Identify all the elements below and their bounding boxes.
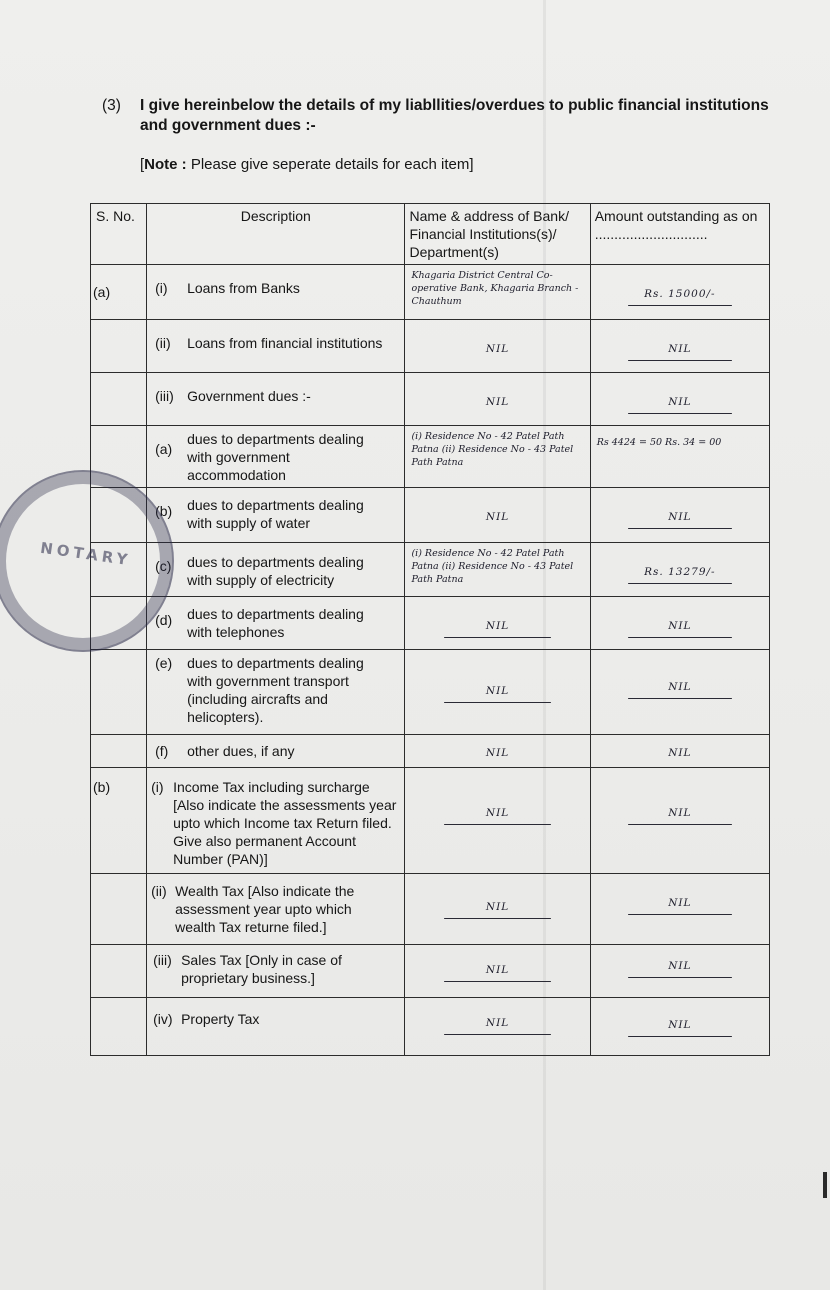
header-sno: S. No. bbox=[91, 204, 147, 265]
row-text: Property Tax bbox=[181, 1011, 260, 1027]
note-bracket: [ bbox=[140, 156, 145, 173]
table-row bbox=[91, 597, 770, 650]
section-title: I give hereinbelow the details of my liabllities/overdues to public financial institutions and government dues :- bbox=[140, 97, 769, 134]
header-description: Description bbox=[147, 204, 405, 265]
row-bank bbox=[405, 597, 590, 650]
row-bank bbox=[405, 426, 590, 488]
row-bank bbox=[405, 488, 590, 543]
row-text: dues to departments dealing with government accommodation bbox=[187, 431, 364, 483]
row-text: dues to departments dealing with government transport (including aircrafts and helicopters). bbox=[187, 655, 364, 725]
row-label: (f) bbox=[155, 743, 169, 759]
row-description bbox=[147, 945, 405, 998]
underline bbox=[628, 914, 731, 915]
row-description bbox=[147, 768, 405, 874]
row-bank-text: NIL bbox=[485, 396, 510, 408]
row-sno bbox=[91, 735, 147, 768]
row-bank-text: NIL bbox=[485, 964, 510, 976]
row-amount-text: Rs. 15000/- bbox=[644, 288, 716, 300]
row-text: dues to departments dealing with supply of electricity bbox=[187, 554, 364, 588]
table-row bbox=[91, 373, 770, 426]
row-amount-text: NIL bbox=[668, 1019, 692, 1031]
row-description bbox=[147, 320, 405, 373]
liabilities-table bbox=[90, 203, 770, 1056]
row-sno bbox=[91, 874, 147, 945]
row-amount bbox=[590, 650, 769, 735]
row-text: Government dues :- bbox=[187, 388, 311, 404]
row-bank bbox=[405, 768, 590, 874]
row-sno bbox=[91, 945, 147, 998]
row-amount-text: NIL bbox=[668, 897, 692, 909]
table-row bbox=[91, 320, 770, 373]
row-label: (i) bbox=[155, 280, 168, 296]
row-description bbox=[147, 650, 405, 735]
header-bank: Name & address of Bank/ Financial Institutions(s)/ Department(s) bbox=[405, 204, 590, 265]
underline bbox=[628, 305, 731, 306]
row-text: Income Tax including surcharge [Also indicate the assessments year upto which Income tax Return filed. Give also permanent Account Number (PAN)] bbox=[173, 779, 397, 867]
row-bank-text: NIL bbox=[485, 747, 510, 759]
underline bbox=[444, 981, 551, 982]
row-amount bbox=[590, 488, 769, 543]
row-description bbox=[147, 373, 405, 426]
row-amount-text: NIL bbox=[668, 960, 692, 972]
table-row bbox=[91, 768, 770, 874]
row-label: (ii) bbox=[155, 335, 171, 351]
row-bank bbox=[405, 320, 590, 373]
row-bank bbox=[405, 945, 590, 998]
underline bbox=[628, 977, 731, 978]
row-amount-text: NIL bbox=[668, 396, 692, 408]
note-label: Note : bbox=[144, 156, 187, 173]
row-amount-text: Rs. 13279/- bbox=[644, 566, 716, 578]
row-amount-text: NIL bbox=[668, 620, 692, 632]
row-sno: (a) bbox=[91, 265, 147, 320]
row-amount bbox=[590, 768, 769, 874]
row-bank-text: (i) Residence No - 42 Patel Path Patna (ii) Residence No - 43 Patel Path Patna bbox=[411, 431, 574, 468]
row-amount bbox=[590, 597, 769, 650]
table-row bbox=[91, 426, 770, 488]
row-bank bbox=[405, 735, 590, 768]
row-text: Loans from financial institutions bbox=[187, 335, 383, 351]
row-sno bbox=[91, 320, 147, 373]
row-bank bbox=[405, 998, 590, 1056]
table-row bbox=[91, 998, 770, 1056]
underline bbox=[628, 583, 731, 584]
row-amount-text: NIL bbox=[668, 807, 692, 819]
row-sno bbox=[91, 998, 147, 1056]
row-label: (b) bbox=[155, 503, 173, 519]
note-text: Please give seperate details for each item] bbox=[186, 156, 474, 173]
row-amount bbox=[590, 998, 769, 1056]
underline bbox=[444, 1034, 551, 1035]
row-amount bbox=[590, 945, 769, 998]
row-text: Loans from Banks bbox=[187, 280, 300, 296]
row-description bbox=[147, 488, 405, 543]
row-label: (iii) bbox=[153, 952, 172, 968]
row-description bbox=[147, 265, 405, 320]
row-label: (i) bbox=[151, 779, 164, 795]
row-bank-text: NIL bbox=[485, 511, 510, 523]
row-label: (c) bbox=[155, 558, 172, 574]
row-label: (a) bbox=[155, 441, 173, 457]
row-amount bbox=[590, 320, 769, 373]
underline bbox=[628, 824, 731, 825]
row-bank bbox=[405, 874, 590, 945]
table-row bbox=[91, 265, 770, 320]
row-bank-text: (i) Residence No - 42 Patel Path Patna (ii) Residence No - 43 Patel Path Patna bbox=[411, 548, 574, 585]
underline bbox=[628, 528, 731, 529]
row-description bbox=[147, 426, 405, 488]
table-header bbox=[91, 204, 770, 265]
section-number: (3) bbox=[102, 97, 121, 114]
underline bbox=[444, 702, 551, 703]
row-amount bbox=[590, 543, 769, 597]
header-amount: Amount outstanding as on ............................. bbox=[590, 204, 769, 265]
row-text: Wealth Tax [Also indicate the assessment year upto which wealth Tax returne filed.] bbox=[175, 883, 355, 935]
table-row bbox=[91, 650, 770, 735]
row-text: dues to departments dealing with telephones bbox=[187, 606, 364, 640]
underline bbox=[444, 824, 551, 825]
row-text: Sales Tax [Only in case of proprietary business.] bbox=[181, 952, 342, 986]
row-amount-text: NIL bbox=[668, 511, 692, 523]
underline bbox=[628, 698, 731, 699]
table-row bbox=[91, 488, 770, 543]
row-bank-text: NIL bbox=[485, 620, 510, 632]
row-bank-text: NIL bbox=[485, 685, 510, 697]
row-label: (d) bbox=[155, 612, 173, 628]
note bbox=[140, 156, 474, 173]
row-label: (ii) bbox=[151, 883, 167, 899]
table-row bbox=[91, 945, 770, 998]
row-text: dues to departments dealing with supply of water bbox=[187, 497, 364, 531]
row-label: (e) bbox=[155, 655, 173, 671]
row-label: (iv) bbox=[153, 1011, 173, 1027]
row-text: other dues, if any bbox=[187, 743, 295, 759]
row-amount bbox=[590, 874, 769, 945]
notary-stamp-text: NOTARY bbox=[39, 538, 133, 570]
row-sno bbox=[91, 373, 147, 426]
row-bank bbox=[405, 543, 590, 597]
row-amount-text: NIL bbox=[668, 747, 692, 759]
row-bank-text: NIL bbox=[485, 807, 510, 819]
row-amount bbox=[590, 373, 769, 426]
row-bank-text: NIL bbox=[485, 343, 510, 355]
row-bank-text: NIL bbox=[485, 901, 510, 913]
row-bank bbox=[405, 650, 590, 735]
row-amount-text: NIL bbox=[668, 343, 692, 355]
row-description bbox=[147, 543, 405, 597]
row-amount bbox=[590, 735, 769, 768]
underline bbox=[628, 637, 731, 638]
table-row bbox=[91, 543, 770, 597]
underline bbox=[628, 413, 731, 414]
row-amount bbox=[590, 265, 769, 320]
row-description bbox=[147, 735, 405, 768]
row-bank bbox=[405, 373, 590, 426]
table-row bbox=[91, 874, 770, 945]
row-amount-text: NIL bbox=[668, 681, 692, 693]
row-sno: (b) bbox=[91, 768, 147, 874]
table-row bbox=[91, 735, 770, 768]
row-label: (iii) bbox=[155, 388, 174, 404]
underline bbox=[628, 360, 731, 361]
row-bank bbox=[405, 265, 590, 320]
edge-mark bbox=[823, 1172, 827, 1198]
row-amount bbox=[590, 426, 769, 488]
row-sno bbox=[91, 650, 147, 735]
row-description bbox=[147, 874, 405, 945]
underline bbox=[444, 918, 551, 919]
row-description bbox=[147, 998, 405, 1056]
underline bbox=[628, 1036, 731, 1037]
underline bbox=[444, 637, 551, 638]
row-bank-text: Khagaria District Central Co-operative Bank, Khagaria Branch - Chauthum bbox=[411, 270, 579, 307]
row-description bbox=[147, 597, 405, 650]
row-amount-text: Rs 4424 = 50 Rs. 34 = 00 bbox=[596, 437, 722, 448]
row-bank-text: NIL bbox=[485, 1017, 510, 1029]
